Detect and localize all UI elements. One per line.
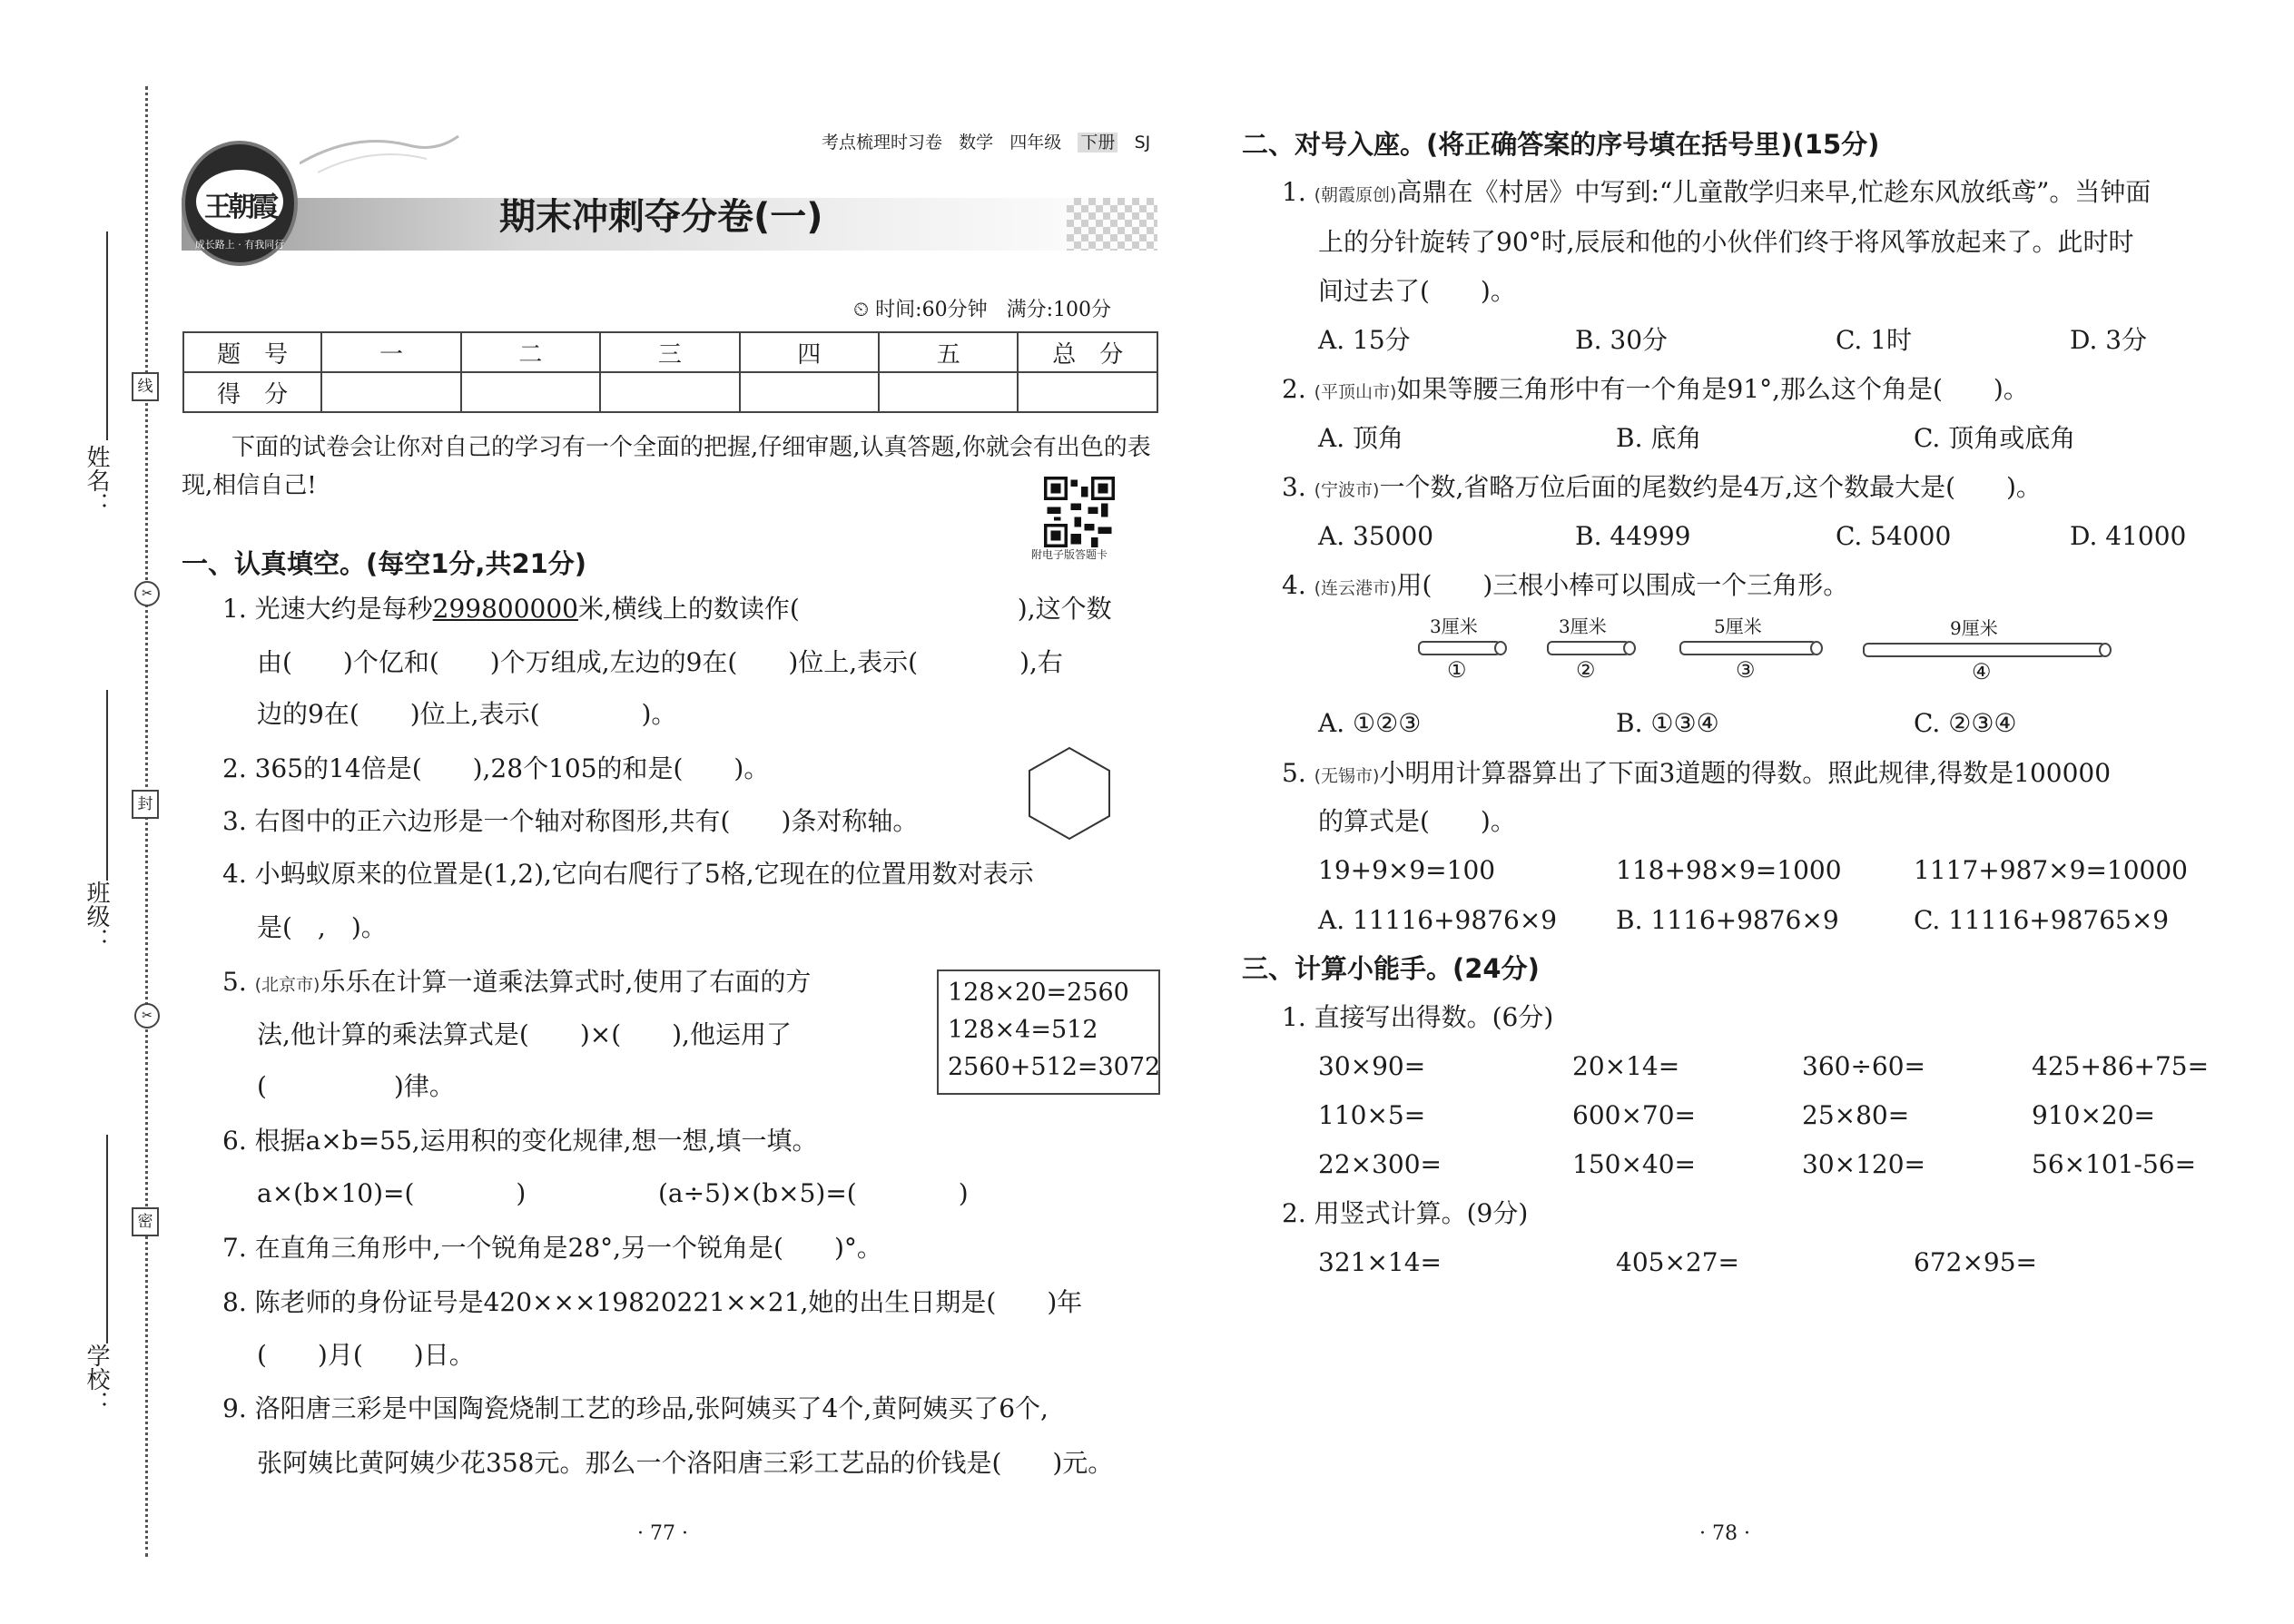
s1-q6-b: (a÷5)×(b×5)=( ) bbox=[658, 1178, 969, 1208]
section2-heading: 二、对号入座。(将正确答案的序号填在括号里)(15分) bbox=[1242, 129, 1880, 160]
s2-q3-option-d[interactable]: D. 41000 bbox=[2070, 521, 2187, 551]
score-row-label: 得 分 bbox=[183, 372, 321, 412]
intro-line-2: 现,相信自己! bbox=[182, 472, 317, 499]
s1-q5-source: (北京市) bbox=[254, 975, 320, 995]
calc-item: 110×5= bbox=[1318, 1100, 1426, 1130]
calc-line: 128×4=512 bbox=[948, 1016, 1098, 1044]
s2-q3-line1 bbox=[1282, 472, 2042, 506]
page-number-right: · 78 · bbox=[1699, 1522, 1750, 1545]
stick-length-label: 3厘米 bbox=[1559, 615, 1607, 637]
grade: 四年级 bbox=[1009, 133, 1062, 153]
margin-knot-icon: ✂ bbox=[134, 581, 160, 606]
s2-q2-option-c[interactable]: C. 顶角或底角 bbox=[1914, 423, 2076, 453]
s1-q8-line1: 8. 陈老师的身份证号是420×××19820221××21,她的出生日期是( )年 bbox=[222, 1287, 1083, 1317]
s1-q5-line1 bbox=[222, 967, 811, 1000]
calc-item: 25×80= bbox=[1802, 1100, 1910, 1130]
calc-item: 600×70= bbox=[1572, 1100, 1696, 1130]
s2-q2-num: 2. bbox=[1282, 374, 1306, 404]
s1-q7: 7. 在直角三角形中,一个锐角是28°,另一个锐角是( )°。 bbox=[222, 1233, 882, 1263]
calc-item: 360÷60= bbox=[1802, 1051, 1925, 1081]
s1-q1-line1 bbox=[222, 594, 1112, 625]
time-info bbox=[853, 295, 1111, 326]
s2-q2-option-a[interactable]: A. 顶角 bbox=[1318, 423, 1404, 453]
brand-slogan: 成长路上 · 有我同行 bbox=[194, 239, 285, 251]
s2-q1-num: 1. bbox=[1282, 177, 1306, 207]
vertical-calc-item: 672×95= bbox=[1914, 1247, 2037, 1277]
score-header-cell: 五 bbox=[879, 332, 1018, 372]
s2-q1-option-c[interactable]: C. 1时 bbox=[1836, 325, 1913, 355]
name-write-line bbox=[106, 231, 108, 440]
margin-mark-seal2: 密 bbox=[132, 1207, 159, 1236]
page-number-left: · 77 · bbox=[637, 1522, 688, 1545]
s1-q9-line2: 张阿姨比黄阿姨少花358元。那么一个洛阳唐三彩工艺品的价钱是( )元。 bbox=[257, 1448, 1114, 1478]
s1-q4-line2: 是( , )。 bbox=[257, 912, 387, 942]
s2-q1-text: 高鼎在《村居》中写到:“儿童散学归来早,忙趁东风放纸鸢”。当钟面 bbox=[1396, 177, 2151, 207]
time-limit: 时间:60分钟 bbox=[875, 299, 988, 321]
stick-number: ④ bbox=[1972, 659, 1992, 684]
calc-item: 425+86+75= bbox=[2032, 1051, 2210, 1081]
s1-q8-line2: ( )月( )日。 bbox=[257, 1340, 475, 1370]
s2-q1-option-b[interactable]: B. 30分 bbox=[1575, 325, 1669, 355]
s2-q3-option-b[interactable]: B. 44999 bbox=[1575, 521, 1691, 551]
s2-q2-line1 bbox=[1282, 374, 2029, 408]
s1-q5-line2: 法,他计算的乘法算式是( )×( ),他运用了 bbox=[257, 1019, 792, 1049]
s2-q5-equation: 1117+987×9=10000 bbox=[1914, 855, 2188, 885]
qr-caption: 附电子版答题卡 bbox=[1031, 548, 1108, 561]
s2-q3-text: 一个数,省略万位后面的尾数约是4万,这个数最大是( )。 bbox=[1379, 472, 2042, 502]
school-write-line bbox=[106, 1135, 108, 1343]
score-cell[interactable] bbox=[879, 372, 1018, 412]
name-label: 姓名： bbox=[83, 445, 110, 516]
score-cell[interactable] bbox=[600, 372, 739, 412]
s2-q4-num: 4. bbox=[1282, 570, 1306, 600]
calc-item: 30×120= bbox=[1802, 1149, 1925, 1179]
s1-q5-num: 5. bbox=[222, 967, 247, 997]
s1-q1-line2: 由( )个亿和( )个万组成,左边的9在( )位上,表示( ),右 bbox=[257, 647, 1063, 677]
intro-line-1: 下面的试卷会让你对自己的学习有一个全面的把握,仔细审题,认真答题,你就会有出色的表 bbox=[231, 434, 1151, 461]
score-cell[interactable] bbox=[740, 372, 879, 412]
calc-item: 910×20= bbox=[2032, 1100, 2155, 1130]
s2-q4-text: 用( )三根小棒可以围成一个三角形。 bbox=[1396, 570, 1849, 600]
brand-logo bbox=[182, 141, 298, 266]
s2-q5-option-b[interactable]: B. 1116+9876×9 bbox=[1616, 905, 1839, 935]
s2-q3-source: (宁波市) bbox=[1314, 480, 1380, 500]
s2-q1-line2: 上的分针旋转了90°时,辰辰和他的小伙伴们终于将风筝放起来了。此时时 bbox=[1318, 227, 2134, 257]
class-label: 班级： bbox=[83, 881, 110, 951]
s2-q4-option-c[interactable]: C. ②③④ bbox=[1914, 708, 2017, 738]
s1-q5-text: 乐乐在计算一道乘法算式时,使用了右面的方 bbox=[320, 967, 812, 997]
s2-q1-option-a[interactable]: A. 15分 bbox=[1318, 325, 1411, 355]
stick-number: ③ bbox=[1736, 657, 1756, 683]
calc-item: 56×101-56= bbox=[2032, 1149, 2197, 1179]
calc-method-box bbox=[937, 969, 1160, 1095]
s2-q1-option-d[interactable]: D. 3分 bbox=[2070, 325, 2148, 355]
s3-part1: 1. 直接写出得数。(6分) bbox=[1282, 1002, 1554, 1032]
page-title: 期末冲刺夺分卷(一) bbox=[499, 196, 823, 238]
score-cell[interactable] bbox=[461, 372, 600, 412]
s1-q6-line1: 6. 根据a×b=55,运用积的变化规律,想一想,填一填。 bbox=[222, 1126, 818, 1156]
s2-q4-option-b[interactable]: B. ①③④ bbox=[1616, 708, 1719, 738]
s1-q9-line1: 9. 洛阳唐三彩是中国陶瓷烧制工艺的珍品,张阿姨买了4个,黄阿姨买了6个, bbox=[222, 1393, 1049, 1423]
stick-length-label: 9厘米 bbox=[1950, 617, 1998, 639]
stick-number: ② bbox=[1576, 657, 1596, 683]
score-header-row bbox=[183, 332, 1157, 372]
ribbon-decoration bbox=[300, 127, 463, 182]
s2-q5-source: (无锡市) bbox=[1314, 766, 1380, 786]
margin-knot-icon: ✂ bbox=[134, 1003, 160, 1029]
score-header-cell: 四 bbox=[740, 332, 879, 372]
s2-q2-text: 如果等腰三角形中有一个角是91°,那么这个角是( )。 bbox=[1396, 374, 2029, 404]
s2-q5-text: 小明用计算器算出了下面3道题的得数。照此规律,得数是100000 bbox=[1379, 758, 2112, 788]
score-cell[interactable] bbox=[1018, 372, 1157, 412]
score-input-row bbox=[183, 372, 1157, 412]
s2-q1-source: (朝霞原创) bbox=[1314, 185, 1397, 205]
s2-q2-option-b[interactable]: B. 底角 bbox=[1616, 423, 1702, 453]
s2-q4-option-a[interactable]: A. ①②③ bbox=[1318, 708, 1422, 738]
s2-q4-source: (连云港市) bbox=[1314, 578, 1397, 598]
stick-3 bbox=[1679, 641, 1817, 655]
s3-part2: 2. 用竖式计算。(9分) bbox=[1282, 1198, 1529, 1228]
s2-q2-source: (平顶山市) bbox=[1314, 382, 1397, 402]
s1-q1-text: ),这个数 bbox=[1017, 594, 1112, 624]
s1-q6-a: a×(b×10)=( ) bbox=[257, 1178, 527, 1208]
full-score: 满分:100分 bbox=[1006, 299, 1111, 321]
stick-1 bbox=[1418, 641, 1501, 655]
s1-q1-text: 米,横线上的数读作( bbox=[577, 594, 800, 624]
s2-q3-num: 3. bbox=[1282, 472, 1306, 502]
s2-q3-option-a[interactable]: A. 35000 bbox=[1318, 521, 1434, 551]
score-header-cell: 一 bbox=[321, 332, 460, 372]
s2-q5-line1 bbox=[1282, 758, 2111, 792]
s1-q4-line1: 4. 小蚂蚁原来的位置是(1,2),它向右爬行了5格,它现在的位置用数对表示 bbox=[222, 859, 1034, 889]
series-name: 考点梳理时习卷 bbox=[822, 133, 943, 153]
calc-item: 150×40= bbox=[1572, 1149, 1696, 1179]
score-header-cell: 总 分 bbox=[1018, 332, 1157, 372]
brand-name: 王朝霞 bbox=[204, 192, 275, 223]
vertical-calc-item: 405×27= bbox=[1616, 1247, 1739, 1277]
vertical-calc-item: 321×14= bbox=[1318, 1247, 1442, 1277]
score-cell[interactable] bbox=[321, 372, 460, 412]
qr-code-icon[interactable] bbox=[1044, 477, 1115, 547]
s2-q1-line3: 间过去了( )。 bbox=[1318, 276, 1516, 306]
series-info bbox=[822, 127, 1150, 158]
calc-line: 2560+512=3072 bbox=[948, 1053, 1161, 1081]
s1-q1-number: 299800000 bbox=[432, 594, 578, 624]
s2-q5-line2: 的算式是( )。 bbox=[1318, 806, 1516, 836]
s1-q5-line3: ( )律。 bbox=[257, 1071, 455, 1101]
banner-checker-pattern bbox=[1067, 198, 1157, 251]
s1-q1-text: 1. 光速大约是每秒 bbox=[222, 594, 433, 624]
section3-heading: 三、计算小能手。(24分) bbox=[1242, 953, 1540, 984]
s2-q5-option-a[interactable]: A. 11116+9876×9 bbox=[1318, 905, 1558, 935]
score-header-cell: 三 bbox=[600, 332, 739, 372]
stick-4 bbox=[1863, 643, 2106, 657]
s2-q5-equation: 118+98×9=1000 bbox=[1616, 855, 1842, 885]
school-label: 学校： bbox=[83, 1343, 110, 1414]
s2-q5-num: 5. bbox=[1282, 758, 1306, 788]
margin-mark-line: 线 bbox=[132, 372, 159, 401]
stick-number: ① bbox=[1447, 657, 1467, 683]
s1-q3: 3. 右图中的正六边形是一个轴对称图形,共有( )条对称轴。 bbox=[222, 806, 919, 836]
s1-q2: 2. 365的14倍是( ),28个105的和是( )。 bbox=[222, 753, 770, 783]
margin-mark-seal: 封 bbox=[132, 790, 159, 819]
class-write-line bbox=[106, 690, 108, 881]
s2-q1-line1 bbox=[1282, 177, 2151, 211]
s2-q3-option-c[interactable]: C. 54000 bbox=[1836, 521, 1952, 551]
calc-line: 128×20=2560 bbox=[948, 979, 1129, 1007]
s1-q1-line3: 边的9在( )位上,表示( )。 bbox=[257, 699, 677, 729]
s2-q5-option-c[interactable]: C. 11116+98765×9 bbox=[1914, 905, 2170, 935]
score-header-cell: 二 bbox=[461, 332, 600, 372]
stick-2 bbox=[1547, 641, 1630, 655]
clock-icon: ⏲ bbox=[853, 299, 870, 321]
stick-length-label: 3厘米 bbox=[1430, 615, 1478, 637]
calc-item: 22×300= bbox=[1318, 1149, 1442, 1179]
volume: 下册 bbox=[1078, 133, 1117, 153]
subject: 数学 bbox=[959, 133, 994, 153]
stick-length-label: 5厘米 bbox=[1714, 615, 1762, 637]
hexagon-figure bbox=[1024, 744, 1115, 842]
binding-dotted-line bbox=[145, 86, 148, 1557]
calc-item: 20×14= bbox=[1572, 1051, 1680, 1081]
section1-heading: 一、认真填空。(每空1分,共21分) bbox=[182, 548, 587, 579]
score-header-cell: 题 号 bbox=[183, 332, 321, 372]
edition: SJ bbox=[1134, 133, 1151, 153]
s2-q4-line1 bbox=[1282, 570, 1848, 604]
score-table bbox=[182, 331, 1158, 413]
s2-q5-equation: 19+9×9=100 bbox=[1318, 855, 1496, 885]
calc-item: 30×90= bbox=[1318, 1051, 1426, 1081]
